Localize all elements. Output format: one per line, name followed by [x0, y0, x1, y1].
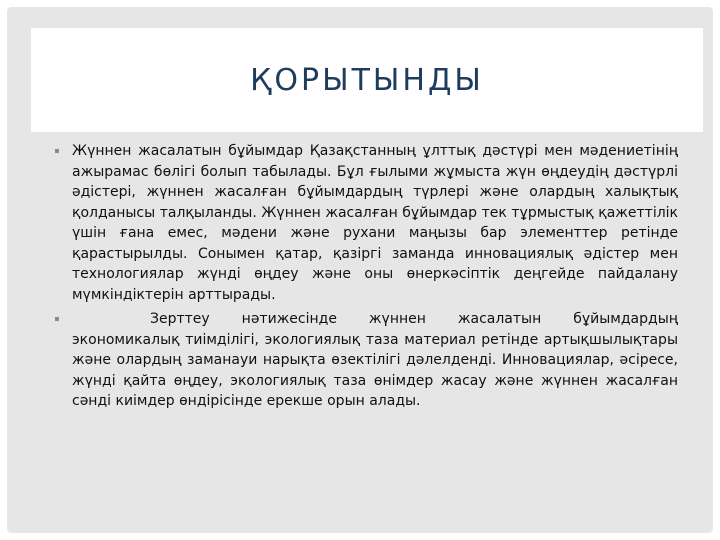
- bullet-text-2: Зерттеу нәтижесінде жүннен жасалатын бұйымдардың экономикалық тиімділігі, экологиялық таза материал ретінде артықшылықтары және олардың заманауи нарықта өзектілігі дәлелденді. Инновациялар, әсіресе, жүнді қайта өңдеу, экологиялық таза өнімдер жасау және жүннен жасалған сәнді киімдер өндірісінде ерекше орын алады.: [72, 311, 678, 409]
- bullet-text-1: Жүннен жасалатын бұйымдар Қазақстанның ұлттық дәстүрі мен мәдениетінің ажырамас бөлігі болып табылады. Бұл ғылыми жұмыста жүн өңдеудің дәстүрлі әдістері, жүннен жасалған бұйымдардың түрлері және олардың халықтық қолданысы талқыланды. Жүннен жасалған бұйымдар тек тұрмыстық қажеттілік үшін ғана емес, мәдени және рухани маңызы бар элементтер ретінде қарастырылды. Сонымен қатар, қазіргі заманда инновациялық әдістер мен технологиялар жүнді өңдеу және оны өнеркәсіптік деңгейде пайдалану мүмкіндіктерін арттырады.: [72, 143, 678, 303]
- title-box: [31, 28, 703, 132]
- bullet-item-1: [50, 141, 678, 305]
- slide-content: [50, 141, 678, 416]
- bullet-marker: [55, 317, 59, 321]
- bullet-marker: [55, 149, 59, 153]
- slide-frame: [7, 7, 713, 533]
- slide-title: ҚОРЫТЫНДЫ: [250, 62, 484, 98]
- bullet-item-2: [50, 309, 678, 412]
